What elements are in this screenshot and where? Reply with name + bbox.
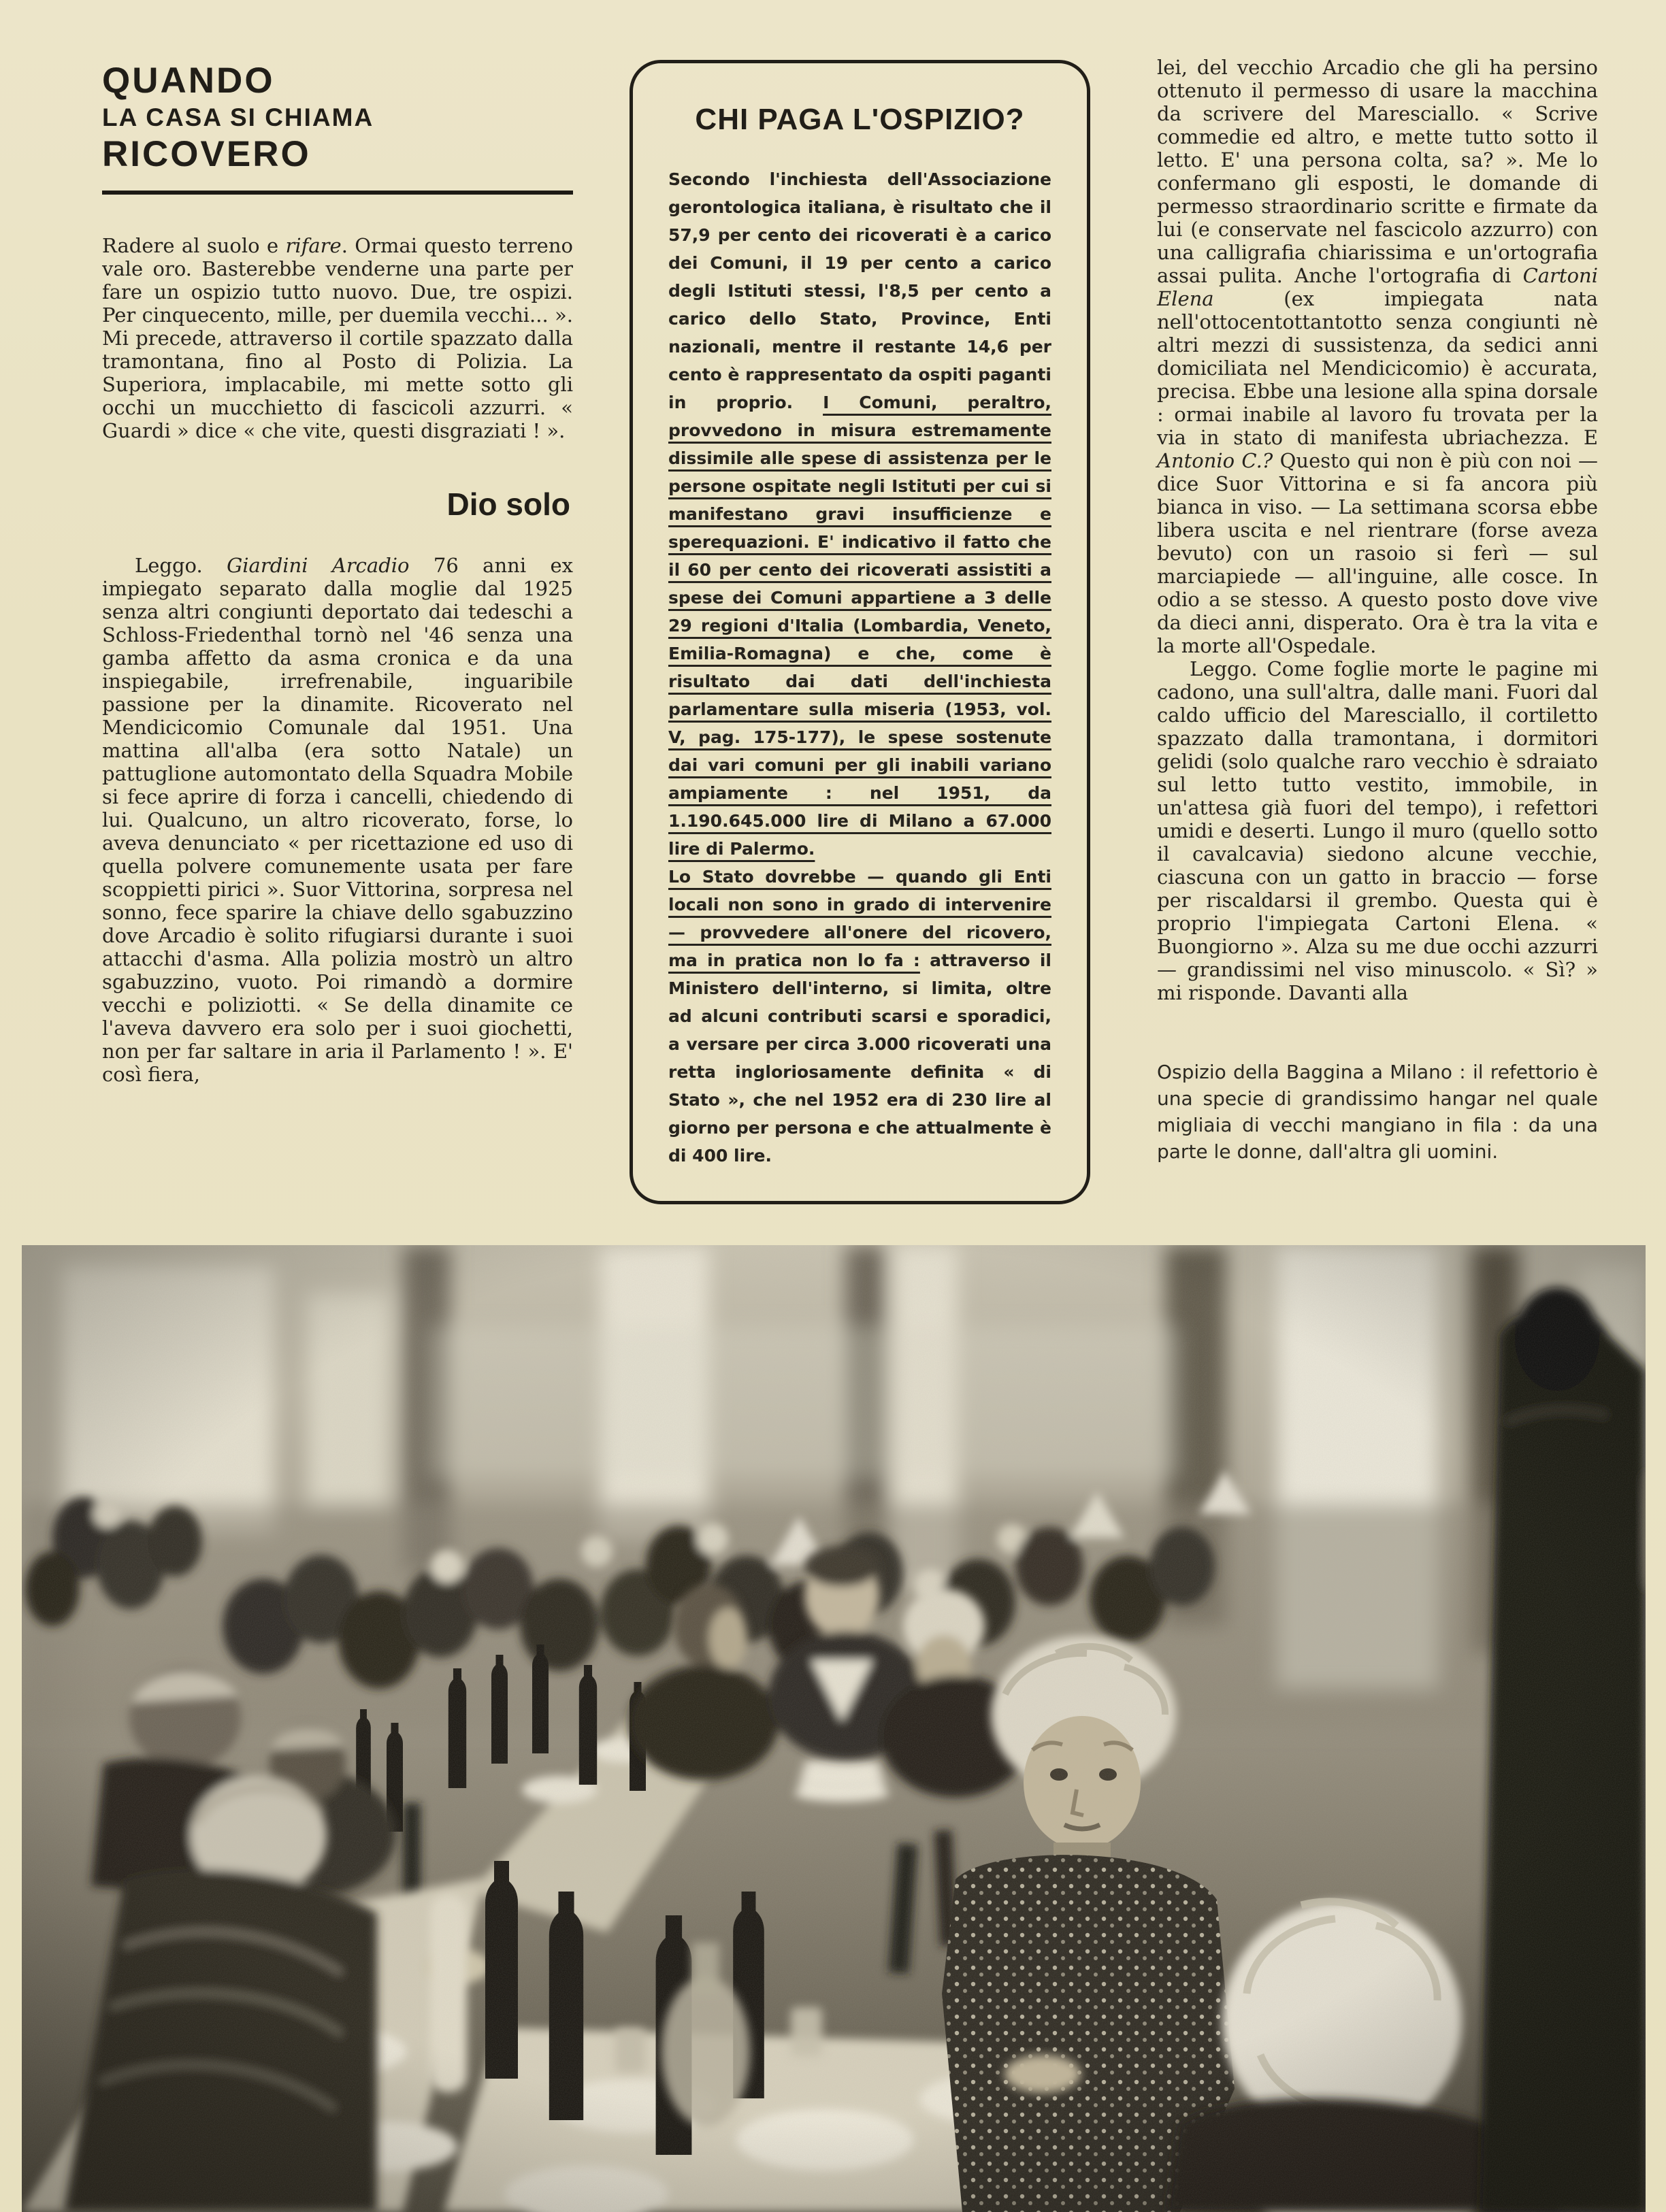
- story-paragraph: Leggo. Giardini Arcadio 76 anni ex impiegato separato dalla moglie dal 1925 senza altri congiunti deportato dai tedeschi a Schloss-Friedenthal tornò nel '46 senza una gamba affetto da asma cronica e da una inspiegabile, irrefrenabile, inguaribile passione per la dinamite. Ricoverato nel Mendicicomio Comunale dal 1951. Una mattina all'alba (era sotto Natale) un pattuglione automontato della Squadra Mobile si fece aprire di forza i cancelli, chiedendo di lui. Qualcuno, un altro ricoverato, forse, lo aveva denunciato « per ricettazione ed uso di quella polvere comunemente usata per fare scoppietti pirici ». Suor Vittorina, sorpresa nel sonno, fece sparire la chiave dello sgabuzzino dove Arcadio è solito rifugiarsi durante i suoi attacchi d'asma. Alla polizia mostrò un altro sgabuzzino, vuoto. Poi rimandò a dormire vecchi e poliziotti. « Se della dinamite ce l'aveva davvero era solo per i suoi giochetti, non per far saltare in aria il Parlamento ! ». E' così fiera,: [102, 554, 573, 1086]
- photo-caption: Ospizio della Baggina a Milano : il refettorio è una specie di grandissimo hangar nel quale migliaia di vecchi mangiano in fila : da una parte le donne, dall'altra gli uomini.: [1157, 1061, 1598, 1163]
- headline-line3: RICOVERO: [102, 134, 311, 174]
- headline-rule: [102, 191, 573, 195]
- sidebar-box-paragraph-1: Secondo l'inchiesta dell'Associazione gerontologica italiana, è risultato che il 57,9 per cento dei ricoverati è a carico dei Comuni, il 19 per cento a carico degli Istituti stessi, l'8,5 per cento a carico dello Stato, Province, Enti nazionali, mentre il restante 14,6 per cento è rappresentato da ospiti paganti in proprio. I Comuni, peraltro, provvedono in misura estremamente dissimile alle spese di assistenza per le persone ospitate negli Istituti per cui si manifestano gravi insufficienze e sperequazioni. E' indicativo il fatto che il 60 per cento dei ricoverati assistiti a spese dei Comuni appartiene a 3 delle 29 regioni d'Italia (Lombardia, Veneto, Emilia-Romagna) e che, come è risultato dai dati dell'inchiesta parlamentare sulla miseria (1953, vol. V, pag. 175-177), le spese sostenute dai vari comuni per gli inabili variano ampiamente : nel 1951, da 1.190.645.000 lire di Milano a 67.000 lire di Palermo.: [668, 169, 1051, 859]
- left-column: [102, 60, 573, 1086]
- headline-line1: QUANDO: [102, 61, 275, 101]
- subhead-dio-solo: Dio solo: [446, 486, 570, 522]
- refectory-photo-illustration: [22, 1245, 1646, 2212]
- sidebar-box-title: CHI PAGA L'OSPIZIO?: [695, 103, 1025, 136]
- headline-line2: LA CASA SI CHIAMA: [102, 103, 374, 131]
- right-column: [1157, 56, 1598, 1165]
- sidebar-box: [630, 60, 1090, 1204]
- continuation-paragraph: lei, del vecchio Arcadio che gli ha persino ottenuto il permesso di usare la macchina da scrivere del Maresciallo. « Scrive commedie ed altro, e mette tutto sotto il letto. E' una persona colta, sa? ». Me lo confermano gli esposti, le domande di permesso straordinario scritte e firmate da lui (e conservate nel fascicolo azzurro) con una calligrafia chiarissima e un'ortografia assai pulita. Anche l'ortografia di Cartoni Elena (ex impiegata nata nell'ottocentottantotto senza congiunti nè altri mezzi di sussistenza, da sedici anni domiciliata nel Mendicicomio) è accurata, precisa. Ebbe una lesione alla spina dorsale : ormai inabile al lavoro fu trovata per la via in stato di manifesta ubriachezza. E Antonio C.? Questo qui non è più con noi — dice Suor Vittorina e si fa ancora più bianca in viso. — La settimana scorsa ebbe libera uscita e nel rientrare (forse aveza bevuto) con un rasoio si ferì — sul marciapiede — all'inguine, alle cosce. In odio a se stesso. A questo posto dove vive da dieci anni, disperato. Ora è tra la vita e la morte all'Ospedale.: [1157, 56, 1598, 657]
- refectory-photo: [22, 1245, 1646, 2212]
- sidebar-box-paragraph-2: Lo Stato dovrebbe — quando gli Enti locali non sono in grado di intervenire — provvedere all'onere del ricovero, ma in pratica non lo fa : attraverso il Ministero dell'interno, si limita, oltre ad alcuni contributi scarsi e sporadici, a versare per circa 3.000 ricoverati una retta ingloriosamente definita « di Stato », che nel 1952 era di 230 lire al giorno per persona e che attualmente è di 400 lire.: [668, 867, 1052, 1166]
- intro-paragraph: Radere al suolo e rifare. Ormai questo terreno vale oro. Basterebbe venderne una parte per fare un ospizio tutto nuovo. Due, tre ospizi. Per cinquecento, mille, per duemila vecchi... ». Mi precede, attraverso il cortile spazzato dalla tramontana, fino al Posto di Polizia. La Superiora, implacabile, mi mette sotto gli occhi un mucchietto di fascicoli azzurri. « Guardi » dice « che vite, questi disgraziati ! ».: [102, 234, 573, 442]
- reading-paragraph: Leggo. Come foglie morte le pagine mi cadono, una sull'altra, dalle mani. Fuori dal caldo ufficio del Maresciallo, il cortiletto spazzato dalla tramontana, i dormitori gelidi (solo qualche raro vecchio è sdraiato sul letto tutto vestito, immobile, in un'attesa già fuori del tempo), i refettori umidi e deserti. Lungo il muro (quello sotto il cavalcavia) siedono alcune vecchie, ciascuna con un gatto in braccio — forse per riscaldarsi il grembo. Questa qui è proprio l'impiegata Cartoni Elena. « Buongiorno ». Alza su me due occhi azzurri — grandissimi nel viso minuscolo. « Sì? » mi risponde. Davanti alla: [1157, 657, 1598, 1004]
